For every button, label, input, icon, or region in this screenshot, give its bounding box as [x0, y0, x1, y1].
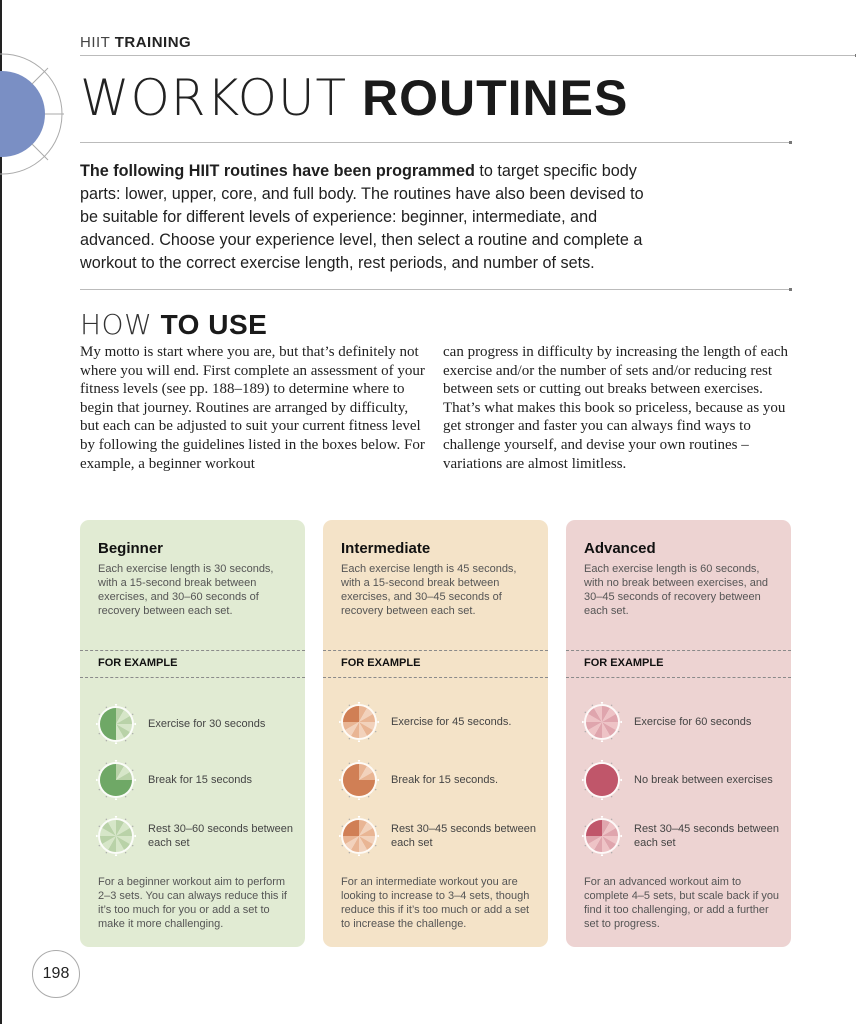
- example-row: [339, 702, 539, 742]
- timer-45s-icon: [339, 702, 379, 742]
- intro-body: to target specific body parts: lower, upper, core, and full body. The routines have also been devised to be suitable for different levels of experience: beginner, intermediate, and advanced. Choose your experience level, then select a routine and complete a workout to the correct exercise length, rest periods, and number of sets.: [80, 162, 644, 272]
- divider: [80, 142, 790, 143]
- example-row: [582, 760, 782, 800]
- section-label-bold: TRAINING: [114, 34, 192, 51]
- heading-bold: TO USE: [160, 309, 268, 340]
- timer-rest-icon: [582, 816, 622, 856]
- example-row: [339, 816, 539, 856]
- example-row: [96, 704, 296, 744]
- example-label: Exercise for 30 seconds: [148, 718, 266, 730]
- divider: [80, 289, 790, 290]
- how-to-use-col2: can progress in difficulty by increasing the length of each exercise and/or the number of sets and/or reducing rest between sets or cutting out breaks between exercises. That’s what makes this book so priceless, because as you get stronger and faster you can always find ways to challenge yourself, and devise your own routines – variations are almost limitless.: [443, 344, 789, 472]
- timer-rest-icon: [96, 816, 136, 856]
- intro-lead: The following HIIT routines have been programmed: [80, 162, 475, 180]
- dashed-divider: [80, 677, 305, 678]
- example-row: [339, 760, 539, 800]
- for-example-label: FOR EXAMPLE: [584, 657, 664, 669]
- how-to-use-col1: My motto is start where you are, but that’s definitely not where you will end. First complete an assessment of your fitness levels (see pp. 188–189) to determine where to begin that journey. Routines are arranged by difficulty, but each can be adjusted to suit your current fitness level by following the guidelines listed in the boxes below. For example, a beginner workout: [80, 344, 425, 472]
- how-to-use-heading: [80, 308, 267, 341]
- dashed-divider: [80, 650, 305, 651]
- for-example-label: FOR EXAMPLE: [341, 657, 421, 669]
- card-description: Each exercise length is 45 seconds, with a 15-second break between exercises, and 30–45 seconds of recovery between each set.: [341, 563, 517, 617]
- card-title: Advanced: [584, 540, 656, 557]
- card-footer: For an intermediate workout you are looking to increase to 3–4 sets, though reduce this if it’s too much or add a set to increase the challenge.: [341, 876, 530, 930]
- for-example-label: FOR EXAMPLE: [98, 657, 178, 669]
- section-label-thin: HIIT: [80, 34, 111, 51]
- page-title-bold: ROUTINES: [362, 70, 629, 126]
- example-row: [96, 816, 296, 856]
- dashed-divider: [566, 650, 791, 651]
- intro-paragraph: [80, 160, 655, 275]
- example-label: Break for 15 seconds: [148, 774, 252, 786]
- card-advanced: [566, 520, 791, 947]
- card-title: Intermediate: [341, 540, 431, 557]
- card-footer: For a beginner workout aim to perform 2–3 sets. You can always reduce this if it’s too much for you or add a set to make it more challenging.: [98, 876, 287, 930]
- timer-15s-break-icon: [96, 760, 136, 800]
- page-number: 198: [32, 950, 80, 998]
- timer-30s-icon: [96, 704, 136, 744]
- page-title-thin: WORKOUT: [80, 69, 348, 127]
- card-description: Each exercise length is 30 seconds, with a 15-second break between exercises, and 30–60 seconds of recovery between each set.: [98, 563, 274, 617]
- example-label: Exercise for 60 seconds: [634, 716, 752, 728]
- timer-60s-icon: [582, 702, 622, 742]
- example-row: [582, 816, 782, 856]
- dashed-divider: [323, 650, 548, 651]
- card-beginner: [80, 520, 305, 947]
- timer-15s-break-icon: [339, 760, 379, 800]
- divider: [80, 55, 856, 56]
- example-label: No break between exercises: [634, 774, 773, 786]
- example-label: Exercise for 45 seconds.: [391, 716, 512, 728]
- dashed-divider: [566, 677, 791, 678]
- page-title: [80, 70, 628, 126]
- timer-rest-icon: [339, 816, 379, 856]
- card-title: Beginner: [98, 540, 164, 557]
- example-label: Rest 30–45 seconds between each set: [634, 823, 779, 849]
- example-label: Rest 30–45 seconds between each set: [391, 823, 536, 849]
- card-description: Each exercise length is 60 seconds, with no break between exercises, and 30–45 seconds of recovery between each set.: [584, 563, 769, 617]
- example-label: Rest 30–60 seconds between each set: [148, 823, 293, 849]
- decorative-dial-icon: [0, 52, 64, 176]
- card-intermediate: [323, 520, 548, 947]
- dashed-divider: [323, 677, 548, 678]
- section-label: [80, 34, 191, 51]
- example-label: Break for 15 seconds.: [391, 774, 499, 786]
- card-footer: For an advanced workout aim to complete 4–5 sets, but scale back if you find it too challenging, or add a further set to progress.: [584, 876, 780, 930]
- heading-thin: HOW: [80, 308, 153, 341]
- timer-no-break-icon: [582, 760, 622, 800]
- example-row: [582, 702, 782, 742]
- example-row: [96, 760, 296, 800]
